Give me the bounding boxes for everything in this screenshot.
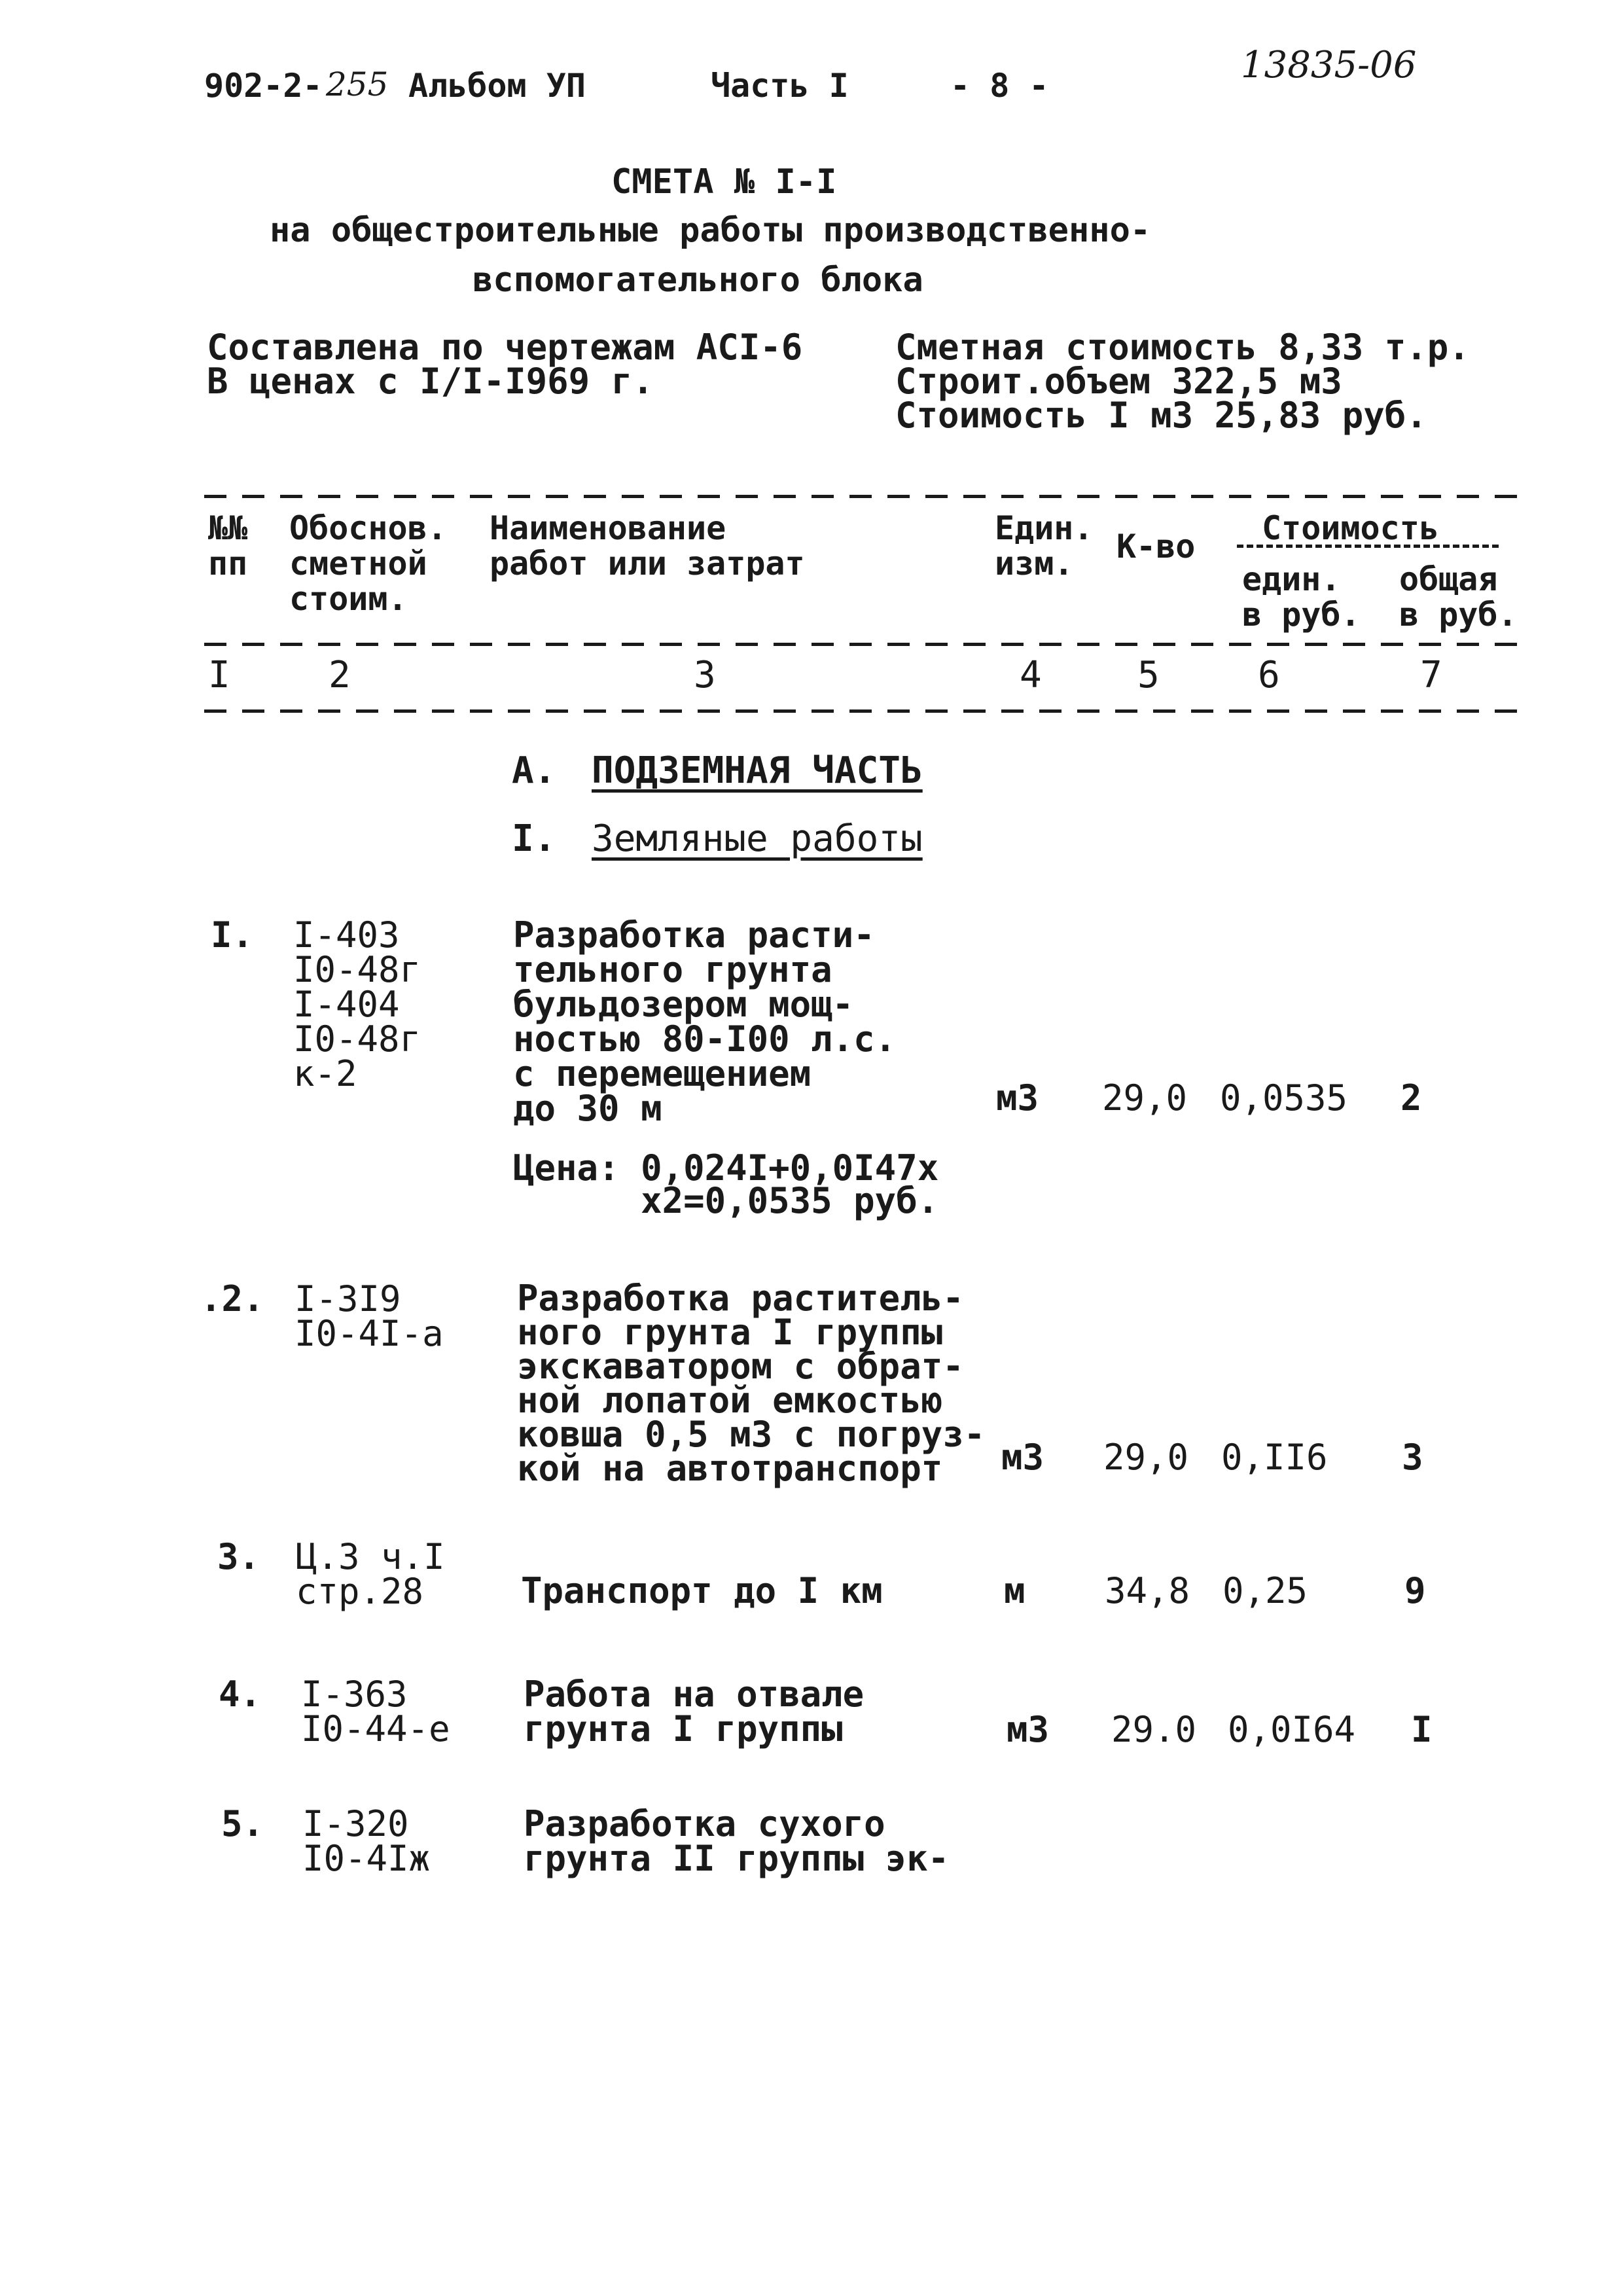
handwritten-stamp-number: 13835-06 — [1241, 44, 1417, 86]
header-rule-middle — [204, 643, 1526, 646]
row-1-price-note: Цена: 0,024I+0,0I47х х2=0,0535 руб. — [513, 1147, 939, 1221]
row-3-number: 3. — [217, 1536, 260, 1577]
row-3-name: Транспорт до I км — [521, 1570, 883, 1611]
row-3-basis: Ц.3 ч.I стр.28 — [296, 1536, 445, 1612]
page-number: - 8 - — [950, 67, 1049, 105]
row-4-number: 4. — [219, 1674, 262, 1715]
row-4-quantity: 29.0 — [1111, 1709, 1197, 1750]
col-number-6: 6 — [1258, 654, 1280, 696]
col-header-name: Наименование работ или затрат — [490, 509, 805, 583]
col-header-total: общая в руб. — [1399, 560, 1518, 634]
row-2-basis: I-3I9 I0-4I-а — [294, 1278, 444, 1354]
estimated-cost: Сметная стоимость 8,33 т.р. — [895, 327, 1470, 368]
row-1-unit: м3 — [996, 1077, 1039, 1119]
price-base-date: В ценах с I/I-I969 г. — [207, 361, 654, 402]
album-code-prefix: 902-2- — [204, 67, 323, 105]
row-1-total: 2 — [1400, 1077, 1422, 1119]
row-1-name: Разработка расти- тельного грунта бульдозером мощ- ностью 80-I00 л.с. с перемещением до 30 м — [513, 914, 897, 1129]
row-5-basis: I-320 I0-4Iж — [302, 1803, 431, 1879]
row-3-unit: м — [1004, 1570, 1026, 1611]
row-1-number: I. — [211, 914, 254, 956]
row-4-unit-price: 0,0I64 — [1228, 1709, 1356, 1750]
row-1-quantity: 29,0 — [1102, 1077, 1188, 1119]
col-header-unit: Един. изм. — [995, 509, 1094, 583]
row-2-quantity: 29,0 — [1103, 1437, 1189, 1478]
row-4-name: Работа на отвале грунта I группы — [524, 1674, 865, 1749]
estimate-subtitle-line2: вспомогательного блока — [473, 260, 923, 300]
construction-volume: Строит.объем 322,5 м3 — [895, 361, 1342, 402]
row-2-unit-price: 0,II6 — [1221, 1437, 1328, 1478]
col-number-7: 7 — [1420, 654, 1442, 696]
row-3-total: 9 — [1404, 1570, 1426, 1611]
col-header-cost-group: Стоимость — [1262, 509, 1439, 547]
row-1-unit-price: 0,0535 — [1220, 1077, 1348, 1119]
album-label: Альбом УП — [408, 67, 586, 105]
subsection-number-1: I. — [512, 817, 556, 860]
col-header-basis: Обоснов. сметной стоим. — [289, 509, 447, 618]
col-number-5: 5 — [1137, 654, 1160, 696]
cost-group-underline — [1237, 545, 1499, 548]
section-letter-a: А. — [512, 749, 556, 792]
section-title-underground: ПОДЗЕМНАЯ ЧАСТЬ — [592, 749, 923, 792]
row-5-name: Разработка сухого грунта II группы эк- — [524, 1803, 950, 1879]
row-4-basis: I-363 I0-44-е — [301, 1674, 450, 1749]
col-number-3: 3 — [694, 654, 716, 696]
album-code-handwritten: 255 — [326, 65, 389, 103]
col-number-1: I — [208, 654, 230, 696]
estimate-title: СМЕТА № I-I — [611, 162, 837, 202]
col-header-unit-price: един. в руб. — [1242, 560, 1361, 634]
row-2-number: .2. — [200, 1278, 264, 1319]
row-2-total: 3 — [1402, 1437, 1423, 1478]
cost-per-m3: Стоимость I м3 25,83 руб. — [895, 395, 1427, 436]
row-3-unit-price: 0,25 — [1222, 1570, 1308, 1611]
row-4-unit: м3 — [1007, 1709, 1050, 1750]
row-2-name: Разработка раститель- ного грунта I группы экскаватором с обрат- ной лопатой емкостью ковша 0,5 м3 с погруз- кой на автотранспорт — [517, 1278, 986, 1489]
col-header-quantity: К-во — [1116, 528, 1196, 565]
row-1-basis: I-403 I0-48г I-404 I0-48г к-2 — [293, 914, 421, 1094]
composed-by-drawings: Составлена по чертежам АСI-6 — [207, 327, 803, 368]
row-5-number: 5. — [221, 1803, 264, 1844]
col-number-4: 4 — [1020, 654, 1042, 696]
header-rule-bottom — [204, 709, 1526, 713]
header-rule-top — [204, 495, 1526, 498]
col-number-2: 2 — [329, 654, 351, 696]
subsection-title-earthworks: Земляные работы — [592, 817, 923, 860]
part-label: Часть I — [711, 67, 849, 105]
estimate-subtitle-line1: на общестроительные работы производственно- — [270, 211, 1151, 250]
col-header-number: №№ пп — [208, 509, 248, 583]
row-3-quantity: 34,8 — [1105, 1570, 1190, 1611]
row-2-unit: м3 — [1001, 1437, 1044, 1478]
row-4-total: I — [1411, 1709, 1433, 1750]
